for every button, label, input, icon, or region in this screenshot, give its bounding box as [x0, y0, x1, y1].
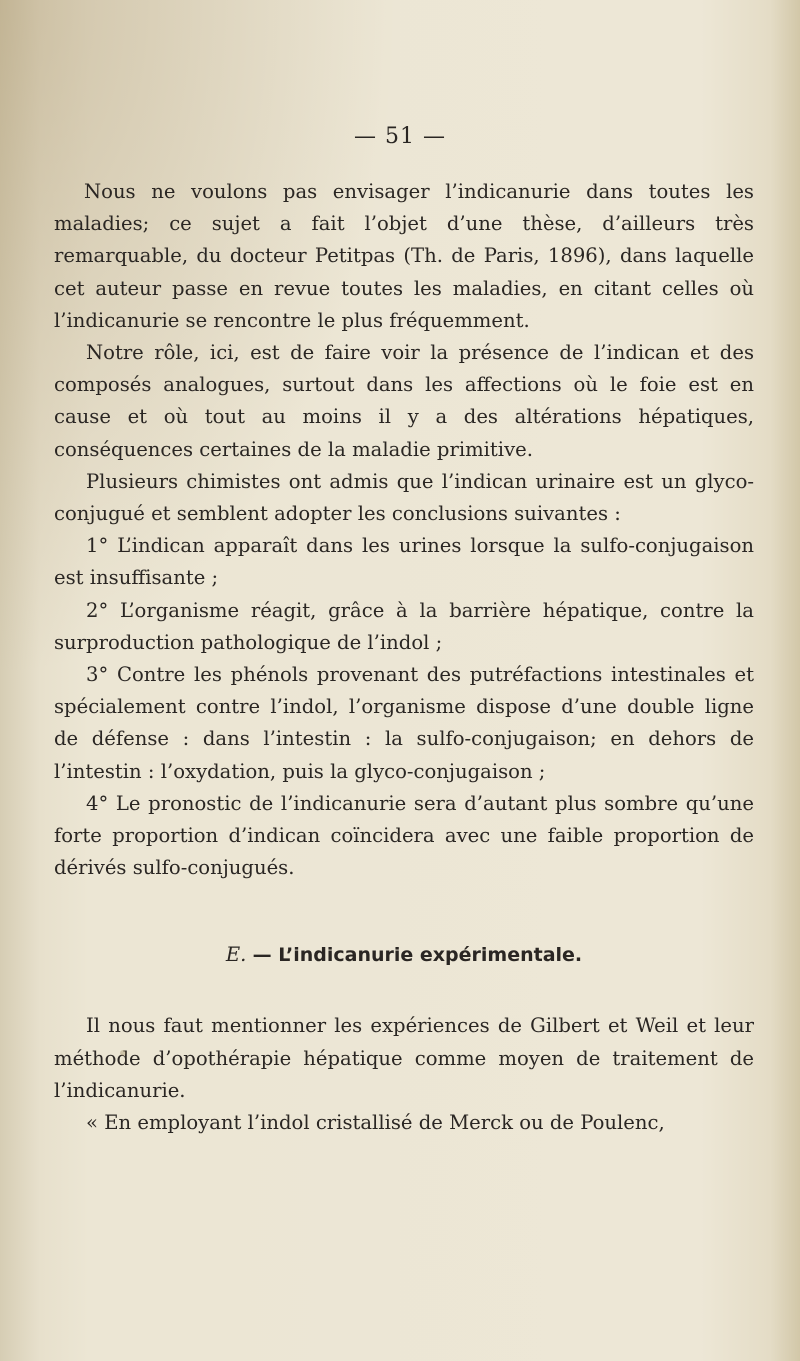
paper-smudge — [120, 1050, 126, 1056]
list-item-2: 2° L’organisme réagit, grâce à la barrière hépatique, contre la surproduction pathologique de l’indol ; — [54, 598, 754, 654]
list-item-3: 3° Contre les phénols provenant des putréfactions intestinales et spécialement contre l’indol, l’organisme dispose d’une double ligne de défense : dans l’intestin : la sulfo-conjugaison; en dehors de l’intestin : l’oxydation, puis la glyco-conjugaison ; — [54, 663, 754, 783]
list-item-4: 4° Le pronostic de l’indicanurie sera d’autant plus sombre qu’une forte proportion d’indican coïncidera avec une faible proportion de dérivés sulfo-conjugués. — [54, 791, 754, 880]
list-item-1: 1° L’indican apparaît dans les urines lorsque la sulfo-conjugaison est insuffisante ; — [54, 534, 754, 590]
section-letter: E. — [225, 943, 247, 967]
paragraph-intro: Nous ne voulons pas envisager l’indicanurie dans toutes les maladies; ce sujet a fait l’objet d’une thèse, d’ailleurs très remarquable, du docteur Petitpas (Th. de Paris, 1896), dans laquelle cet auteur passe en revue toutes les maladies, en citant celles où l’indicanurie se rencontre le plus fréquemment. — [54, 180, 754, 332]
section-title: — L’indicanurie expérimentale. — [252, 944, 583, 967]
paragraph-experiments: Il nous faut mentionner les expériences de Gilbert et Weil et leur méthode d’opothérapie hépatique comme moyen de traitement de l’indicanurie. — [54, 1014, 754, 1102]
paragraph-chemists: Plusieurs chimistes ont admis que l’indican urinaire est un glyco-conjugué et semblent adopter les conclusions suivantes : — [54, 469, 754, 526]
paragraph-role: Notre rôle, ici, est de faire voir la présence de l’indican et des composés analogues, surtout dans les affections où le foie est en cause et où tout au moins il y a des altérations hépatiques, conséquences certaines de la maladie primitive. — [54, 341, 754, 461]
page-number: — 51 — — [354, 124, 446, 149]
body-text — [54, 176, 754, 1139]
paragraph-quote-start: « En employant l’indol cristallisé de Merck ou de Poulenc, — [86, 1111, 665, 1135]
section-heading — [54, 940, 754, 970]
